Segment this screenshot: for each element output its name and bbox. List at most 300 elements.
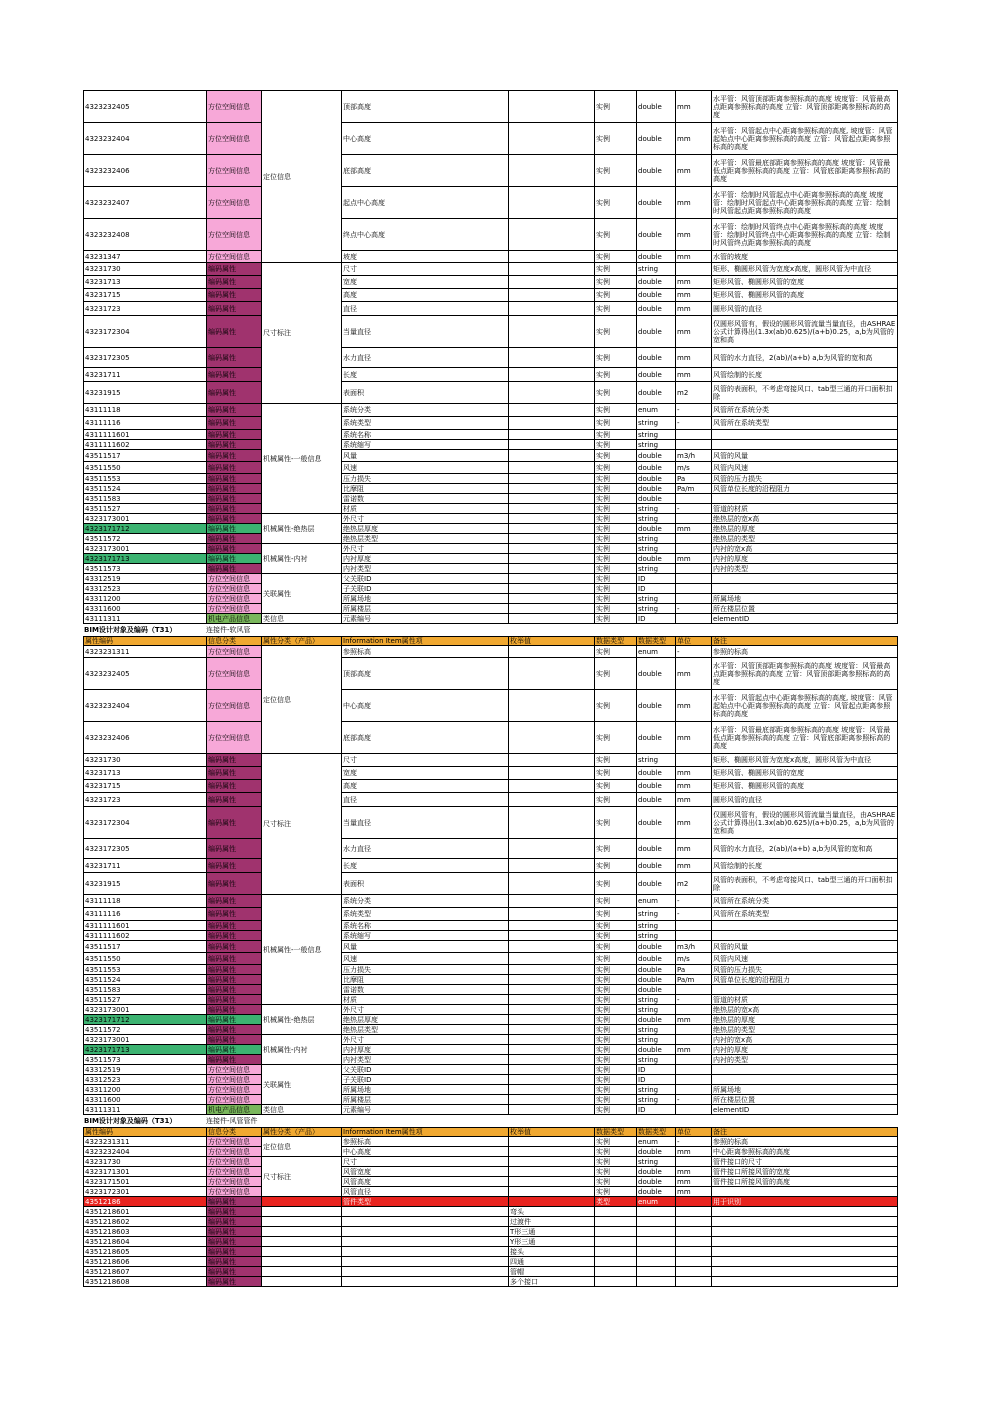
enum-value bbox=[509, 1065, 595, 1075]
remark bbox=[712, 440, 898, 450]
info-item: 子关联ID bbox=[342, 1075, 509, 1085]
attr-code: 43311200 bbox=[84, 594, 207, 604]
table-row bbox=[84, 780, 898, 793]
column-header: Information Item属性项 bbox=[342, 637, 509, 646]
table-row bbox=[84, 1167, 898, 1177]
data-type: ID bbox=[637, 1105, 676, 1115]
unit: m3/h bbox=[676, 941, 712, 953]
table-row-enum bbox=[84, 1237, 898, 1247]
table-row bbox=[84, 91, 898, 123]
remark: 风管内风速 bbox=[712, 953, 898, 965]
unit bbox=[676, 1025, 712, 1035]
data-type: double bbox=[637, 348, 676, 368]
remark bbox=[712, 985, 898, 995]
product-group bbox=[262, 1257, 342, 1267]
info-item: 系统名称 bbox=[342, 430, 509, 440]
enum-value bbox=[509, 1157, 595, 1167]
enum-value bbox=[509, 895, 595, 908]
param-kind: 实例 bbox=[595, 462, 637, 474]
remark: 内衬的厚度 bbox=[712, 1045, 898, 1055]
param-kind: 实例 bbox=[595, 382, 637, 404]
info-class: 编码属性 bbox=[207, 1217, 262, 1227]
param-kind: 实例 bbox=[595, 941, 637, 953]
param-kind: 实例 bbox=[595, 484, 637, 494]
param-kind bbox=[595, 1237, 637, 1247]
param-kind: 实例 bbox=[595, 440, 637, 450]
unit: mm bbox=[676, 658, 712, 690]
table-row bbox=[84, 494, 898, 504]
remark: 风管单位长度的沿程阻力 bbox=[712, 484, 898, 494]
column-header: 数据类型 bbox=[637, 637, 676, 646]
data-type: ID bbox=[637, 1075, 676, 1085]
enum-value bbox=[509, 975, 595, 985]
table-row bbox=[84, 604, 898, 614]
remark: 水管的坡度 bbox=[712, 251, 898, 263]
info-class: 编码属性 bbox=[207, 544, 262, 554]
info-class: 编码属性 bbox=[207, 1257, 262, 1267]
table-row bbox=[84, 382, 898, 404]
info-class: 方位空间信息 bbox=[207, 658, 262, 690]
table-row bbox=[84, 187, 898, 219]
info-item: 子关联ID bbox=[342, 584, 509, 594]
unit bbox=[676, 1157, 712, 1167]
info-class: 编码属性 bbox=[207, 302, 262, 316]
enum-value bbox=[509, 1105, 595, 1115]
data-type: double bbox=[637, 524, 676, 534]
attr-code: 43312519 bbox=[84, 1065, 207, 1075]
data-type: double bbox=[637, 289, 676, 302]
unit: Pa bbox=[676, 474, 712, 484]
param-kind: 实例 bbox=[595, 514, 637, 524]
enum-value bbox=[509, 754, 595, 767]
table-row bbox=[84, 484, 898, 494]
remark: 水平管：风管起点中心距离参照标高的高度, 坡度管：风管起始点中心距离参照标高的高度 立管：风管起点距离参照标高的高度 bbox=[712, 123, 898, 155]
info-item: 终点中心高度 bbox=[342, 219, 509, 251]
info-item: 直径 bbox=[342, 302, 509, 316]
info-item: 宽度 bbox=[342, 767, 509, 780]
attr-code: 4311111601 bbox=[84, 921, 207, 931]
data-type: ID bbox=[637, 1065, 676, 1075]
table-row bbox=[84, 584, 898, 594]
data-type: double bbox=[637, 91, 676, 123]
enum-value bbox=[509, 995, 595, 1005]
attr-code: 43511527 bbox=[84, 504, 207, 514]
data-type: string bbox=[637, 594, 676, 604]
block-title bbox=[83, 624, 897, 636]
info-item bbox=[342, 1257, 509, 1267]
attr-code: 4323231311 bbox=[84, 1137, 207, 1147]
attr-code: 43511553 bbox=[84, 474, 207, 484]
param-kind: 实例 bbox=[595, 908, 637, 921]
param-kind: 实例 bbox=[595, 658, 637, 690]
table-row bbox=[84, 316, 898, 348]
unit bbox=[676, 1085, 712, 1095]
enum-value bbox=[509, 462, 595, 474]
unit bbox=[676, 430, 712, 440]
data-type: string bbox=[637, 440, 676, 450]
info-item: 所属楼层 bbox=[342, 604, 509, 614]
column-header: 枚举值 bbox=[509, 1128, 595, 1137]
param-kind: 实例 bbox=[595, 554, 637, 564]
param-kind: 实例 bbox=[595, 722, 637, 754]
info-item: 内衬厚度 bbox=[342, 1045, 509, 1055]
param-kind: 实例 bbox=[595, 276, 637, 289]
remark: 仅圆形风管有，假设的圆形风管流量当量直径，由ASHRAE公式计算得出(1.3x(ab)0.625)/(a+b)0.25，a,b为风管的宽和高 bbox=[712, 807, 898, 839]
enum-value bbox=[509, 807, 595, 839]
remark bbox=[712, 574, 898, 584]
param-kind: 实例 bbox=[595, 1055, 637, 1065]
unit: mm bbox=[676, 1147, 712, 1157]
attr-code: 43231730 bbox=[84, 263, 207, 276]
attr-code: 43231723 bbox=[84, 302, 207, 316]
enum-value bbox=[509, 484, 595, 494]
info-item: 底部高度 bbox=[342, 722, 509, 754]
column-header: 属性分类（产品） bbox=[262, 637, 342, 646]
enum-value bbox=[509, 965, 595, 975]
unit: m3/h bbox=[676, 450, 712, 462]
remark: 绝热层的宽x高 bbox=[712, 514, 898, 524]
param-kind: 实例 bbox=[595, 1157, 637, 1167]
unit: Pa bbox=[676, 965, 712, 975]
table-row bbox=[84, 564, 898, 574]
data-type bbox=[637, 1277, 676, 1287]
data-type: double bbox=[637, 187, 676, 219]
attr-code: 4351218607 bbox=[84, 1267, 207, 1277]
unit: mm bbox=[676, 276, 712, 289]
attr-code: 43111116 bbox=[84, 417, 207, 430]
attr-code: 4311111602 bbox=[84, 931, 207, 941]
remark: 圆形风管的直径 bbox=[712, 302, 898, 316]
unit: - bbox=[676, 1095, 712, 1105]
column-header: 属性分类（产品） bbox=[262, 1128, 342, 1137]
data-type: double bbox=[637, 975, 676, 985]
product-group: 机械属性-一般信息 bbox=[262, 895, 342, 1005]
param-kind: 实例 bbox=[595, 690, 637, 722]
enum-value bbox=[509, 767, 595, 780]
enum-value bbox=[509, 722, 595, 754]
info-class: 编码属性 bbox=[207, 1035, 262, 1045]
attr-code: 4323171712 bbox=[84, 524, 207, 534]
unit: mm bbox=[676, 722, 712, 754]
attr-code: 43512186 bbox=[84, 1197, 207, 1207]
param-kind: 实例 bbox=[595, 544, 637, 554]
info-class: 编码属性 bbox=[207, 1227, 262, 1237]
remark: 仅圆形风管有，假设的圆形风管流量当量直径，由ASHRAE公式计算得出(1.3x(ab)0.625)/(a+b)0.25，a,b为风管的宽和高 bbox=[712, 316, 898, 348]
info-class: 编码属性 bbox=[207, 1015, 262, 1025]
unit: mm bbox=[676, 91, 712, 123]
info-class: 编码属性 bbox=[207, 1045, 262, 1055]
info-class: 方位空间信息 bbox=[207, 187, 262, 219]
table-row-enum bbox=[84, 1267, 898, 1277]
unit: mm bbox=[676, 690, 712, 722]
unit bbox=[676, 931, 712, 941]
info-item: 参照标高 bbox=[342, 1137, 509, 1147]
data-type bbox=[637, 1217, 676, 1227]
data-type: string bbox=[637, 995, 676, 1005]
column-header: 单位 bbox=[676, 1128, 712, 1137]
info-item: 尺寸 bbox=[342, 1157, 509, 1167]
unit bbox=[676, 1207, 712, 1217]
attr-code: 4323172305 bbox=[84, 839, 207, 859]
enum-value bbox=[509, 187, 595, 219]
remark: 参照的标高 bbox=[712, 646, 898, 658]
enum-value: 多个接口 bbox=[509, 1277, 595, 1287]
info-item: 压力损失 bbox=[342, 965, 509, 975]
attr-code: 4323232404 bbox=[84, 690, 207, 722]
enum-value bbox=[509, 1085, 595, 1095]
data-type: double bbox=[637, 985, 676, 995]
remark bbox=[712, 430, 898, 440]
attr-code: 4323172304 bbox=[84, 807, 207, 839]
attr-code: 43511517 bbox=[84, 450, 207, 462]
param-kind: 实例 bbox=[595, 430, 637, 440]
unit: m2 bbox=[676, 382, 712, 404]
data-type: string bbox=[637, 604, 676, 614]
param-kind: 实例 bbox=[595, 1147, 637, 1157]
info-class: 编码属性 bbox=[207, 514, 262, 524]
remark: 矩形风管、椭圆形风管的高度 bbox=[712, 289, 898, 302]
unit bbox=[676, 534, 712, 544]
data-type: string bbox=[637, 921, 676, 931]
attr-code: 43511550 bbox=[84, 953, 207, 965]
data-type: double bbox=[637, 859, 676, 873]
enum-value bbox=[509, 1035, 595, 1045]
attr-code: 4311111602 bbox=[84, 440, 207, 450]
param-kind: 实例 bbox=[595, 995, 637, 1005]
param-kind: 实例 bbox=[595, 965, 637, 975]
remark: 风管所在系统分类 bbox=[712, 895, 898, 908]
column-header: 枚举值 bbox=[509, 637, 595, 646]
info-class: 方位空间信息 bbox=[207, 1065, 262, 1075]
info-item: 参照标高 bbox=[342, 646, 509, 658]
info-class: 方位空间信息 bbox=[207, 1187, 262, 1197]
unit bbox=[676, 1237, 712, 1247]
data-type: ID bbox=[637, 584, 676, 594]
block-title-left: BIM设计对象及编码（T31） bbox=[84, 626, 177, 634]
info-item: 长度 bbox=[342, 368, 509, 382]
unit bbox=[676, 1267, 712, 1277]
unit bbox=[676, 985, 712, 995]
enum-value bbox=[509, 690, 595, 722]
remark: 参照的标高 bbox=[712, 1137, 898, 1147]
attr-code: 4323171713 bbox=[84, 1045, 207, 1055]
param-kind: 实例 bbox=[595, 985, 637, 995]
attr-code: 43511572 bbox=[84, 534, 207, 544]
data-type: string bbox=[637, 754, 676, 767]
column-header: 备注 bbox=[712, 637, 898, 646]
table-row bbox=[84, 807, 898, 839]
remark: 水平管：绘制时风管起点中心距离参照标高的高度 坡度管：绘制时风管起点中心距离参照标高的高度 立管：绘制时风管起点距离参照标高的高度 bbox=[712, 187, 898, 219]
enum-value bbox=[509, 614, 595, 624]
table-row bbox=[84, 1095, 898, 1105]
info-class: 编码属性 bbox=[207, 504, 262, 514]
info-item: 尺寸 bbox=[342, 754, 509, 767]
param-kind: 实例 bbox=[595, 574, 637, 584]
data-type: string bbox=[637, 544, 676, 554]
unit: m/s bbox=[676, 953, 712, 965]
enum-value bbox=[509, 1167, 595, 1177]
enum-value bbox=[509, 1025, 595, 1035]
attr-code: 4323171713 bbox=[84, 554, 207, 564]
info-class: 编码属性 bbox=[207, 263, 262, 276]
info-class: 方位空间信息 bbox=[207, 1167, 262, 1177]
enum-value bbox=[509, 494, 595, 504]
info-item: 系统名称 bbox=[342, 921, 509, 931]
unit: mm bbox=[676, 316, 712, 348]
param-kind: 实例 bbox=[595, 953, 637, 965]
unit bbox=[676, 263, 712, 276]
info-item: 直径 bbox=[342, 793, 509, 807]
remark: 绝热层的宽x高 bbox=[712, 1005, 898, 1015]
table-row bbox=[84, 574, 898, 584]
remark: 水平管：风管顶部距离参照标高的高度 坡度管：风管最高点距离参照标高的高度 立管：风管顶部距离参照标高的高度 bbox=[712, 91, 898, 123]
param-kind: 实例 bbox=[595, 404, 637, 417]
info-item: 内衬厚度 bbox=[342, 554, 509, 564]
enum-value bbox=[509, 1187, 595, 1197]
info-item: 材质 bbox=[342, 504, 509, 514]
param-kind: 实例 bbox=[595, 1177, 637, 1187]
table-row bbox=[84, 690, 898, 722]
param-kind: 实例 bbox=[595, 1167, 637, 1177]
data-type: string bbox=[637, 564, 676, 574]
enum-value bbox=[509, 574, 595, 584]
column-header: 数据类型 bbox=[595, 637, 637, 646]
product-group: 机械属性-内衬 bbox=[262, 1035, 342, 1065]
attr-code: 4323171712 bbox=[84, 1015, 207, 1025]
info-item: 当量直径 bbox=[342, 316, 509, 348]
table-row bbox=[84, 1085, 898, 1095]
remark: 水平管：绘制时风管终点中心距离参照标高的高度 坡度管：绘制时风管终点中心距离参照标高的高度 立管：绘制时风管终点距离参照标高的高度 bbox=[712, 219, 898, 251]
enum-value bbox=[509, 793, 595, 807]
info-item: 绝热层类型 bbox=[342, 1025, 509, 1035]
attr-code: 4351218601 bbox=[84, 1207, 207, 1217]
param-kind: 实例 bbox=[595, 873, 637, 895]
remark: 矩形、椭圆形风管为宽度x高度，圆形风管为中直径 bbox=[712, 263, 898, 276]
unit: mm bbox=[676, 1015, 712, 1025]
remark bbox=[712, 1267, 898, 1277]
info-item: 表面积 bbox=[342, 382, 509, 404]
table-row bbox=[84, 368, 898, 382]
unit: - bbox=[676, 417, 712, 430]
info-class: 编码属性 bbox=[207, 316, 262, 348]
remark: 风管的水力直径，2(ab)/(a+b) a,b为风管的宽和高 bbox=[712, 839, 898, 859]
data-type: double bbox=[637, 767, 676, 780]
data-type: enum bbox=[637, 404, 676, 417]
attr-code: 4351218608 bbox=[84, 1277, 207, 1287]
table-row bbox=[84, 908, 898, 921]
enum-value bbox=[509, 450, 595, 462]
unit bbox=[676, 594, 712, 604]
info-class: 方位空间信息 bbox=[207, 722, 262, 754]
unit: mm bbox=[676, 368, 712, 382]
enum-value: T形三通 bbox=[509, 1227, 595, 1237]
unit: mm bbox=[676, 187, 712, 219]
enum-value bbox=[509, 780, 595, 793]
info-item: 系统缩写 bbox=[342, 440, 509, 450]
param-kind bbox=[595, 1257, 637, 1267]
unit bbox=[676, 1005, 712, 1015]
data-type: double bbox=[637, 155, 676, 187]
remark: 绝热层的类型 bbox=[712, 534, 898, 544]
info-class: 方位空间信息 bbox=[207, 574, 262, 584]
attr-code: 4351218605 bbox=[84, 1247, 207, 1257]
data-type: enum bbox=[637, 646, 676, 658]
remark: 所属场地 bbox=[712, 594, 898, 604]
data-type bbox=[637, 1207, 676, 1217]
param-kind: 实例 bbox=[595, 921, 637, 931]
enum-value bbox=[509, 859, 595, 873]
table-row bbox=[84, 754, 898, 767]
table-row bbox=[84, 348, 898, 368]
info-item: 雷诺数 bbox=[342, 494, 509, 504]
enum-value bbox=[509, 474, 595, 484]
param-kind: 实例 bbox=[595, 1065, 637, 1075]
info-class: 编码属性 bbox=[207, 1277, 262, 1287]
block-title-right: 连接件-风管管件 bbox=[206, 1117, 258, 1125]
info-item: 风速 bbox=[342, 462, 509, 474]
remark: 风管所在系统类型 bbox=[712, 908, 898, 921]
attr-code: 43231715 bbox=[84, 289, 207, 302]
attr-code: 4323231311 bbox=[84, 646, 207, 658]
table-duct-fitting-properties bbox=[83, 1127, 898, 1287]
remark bbox=[712, 1247, 898, 1257]
info-item: 风速 bbox=[342, 953, 509, 965]
remark: elementID bbox=[712, 1105, 898, 1115]
attr-code: 4323232406 bbox=[84, 155, 207, 187]
info-item: 中心高度 bbox=[342, 1147, 509, 1157]
info-class: 机电产品信息 bbox=[207, 1105, 262, 1115]
table-row bbox=[84, 289, 898, 302]
header-row bbox=[84, 1128, 898, 1137]
unit: - bbox=[676, 646, 712, 658]
info-class: 编码属性 bbox=[207, 1207, 262, 1217]
param-kind: 实例 bbox=[595, 975, 637, 985]
info-class: 编码属性 bbox=[207, 404, 262, 417]
unit: - bbox=[676, 1137, 712, 1147]
table-row bbox=[84, 895, 898, 908]
data-type: double bbox=[637, 941, 676, 953]
info-item: 表面积 bbox=[342, 873, 509, 895]
data-type: double bbox=[637, 382, 676, 404]
unit bbox=[676, 1247, 712, 1257]
remark: 风管单位长度的沿程阻力 bbox=[712, 975, 898, 985]
data-type: double bbox=[637, 807, 676, 839]
remark bbox=[712, 494, 898, 504]
info-class: 编码属性 bbox=[207, 975, 262, 985]
enum-value bbox=[509, 1197, 595, 1207]
table-row bbox=[84, 1157, 898, 1167]
product-group: 关联属性 bbox=[262, 574, 342, 614]
enum-value: 四通 bbox=[509, 1257, 595, 1267]
enum-value bbox=[509, 931, 595, 941]
attr-code: 4323172304 bbox=[84, 316, 207, 348]
unit: mm bbox=[676, 251, 712, 263]
attr-code: 43511550 bbox=[84, 462, 207, 474]
attr-code: 4323232405 bbox=[84, 658, 207, 690]
data-type: double bbox=[637, 839, 676, 859]
info-class: 方位空间信息 bbox=[207, 594, 262, 604]
remark bbox=[712, 1075, 898, 1085]
info-item: 系统分类 bbox=[342, 404, 509, 417]
enum-value bbox=[509, 921, 595, 931]
attr-code: 43511572 bbox=[84, 1025, 207, 1035]
enum-value bbox=[509, 1045, 595, 1055]
remark bbox=[712, 931, 898, 941]
info-item: 外尺寸 bbox=[342, 1005, 509, 1015]
param-kind bbox=[595, 1277, 637, 1287]
info-item bbox=[342, 1267, 509, 1277]
attr-code: 4323172305 bbox=[84, 348, 207, 368]
